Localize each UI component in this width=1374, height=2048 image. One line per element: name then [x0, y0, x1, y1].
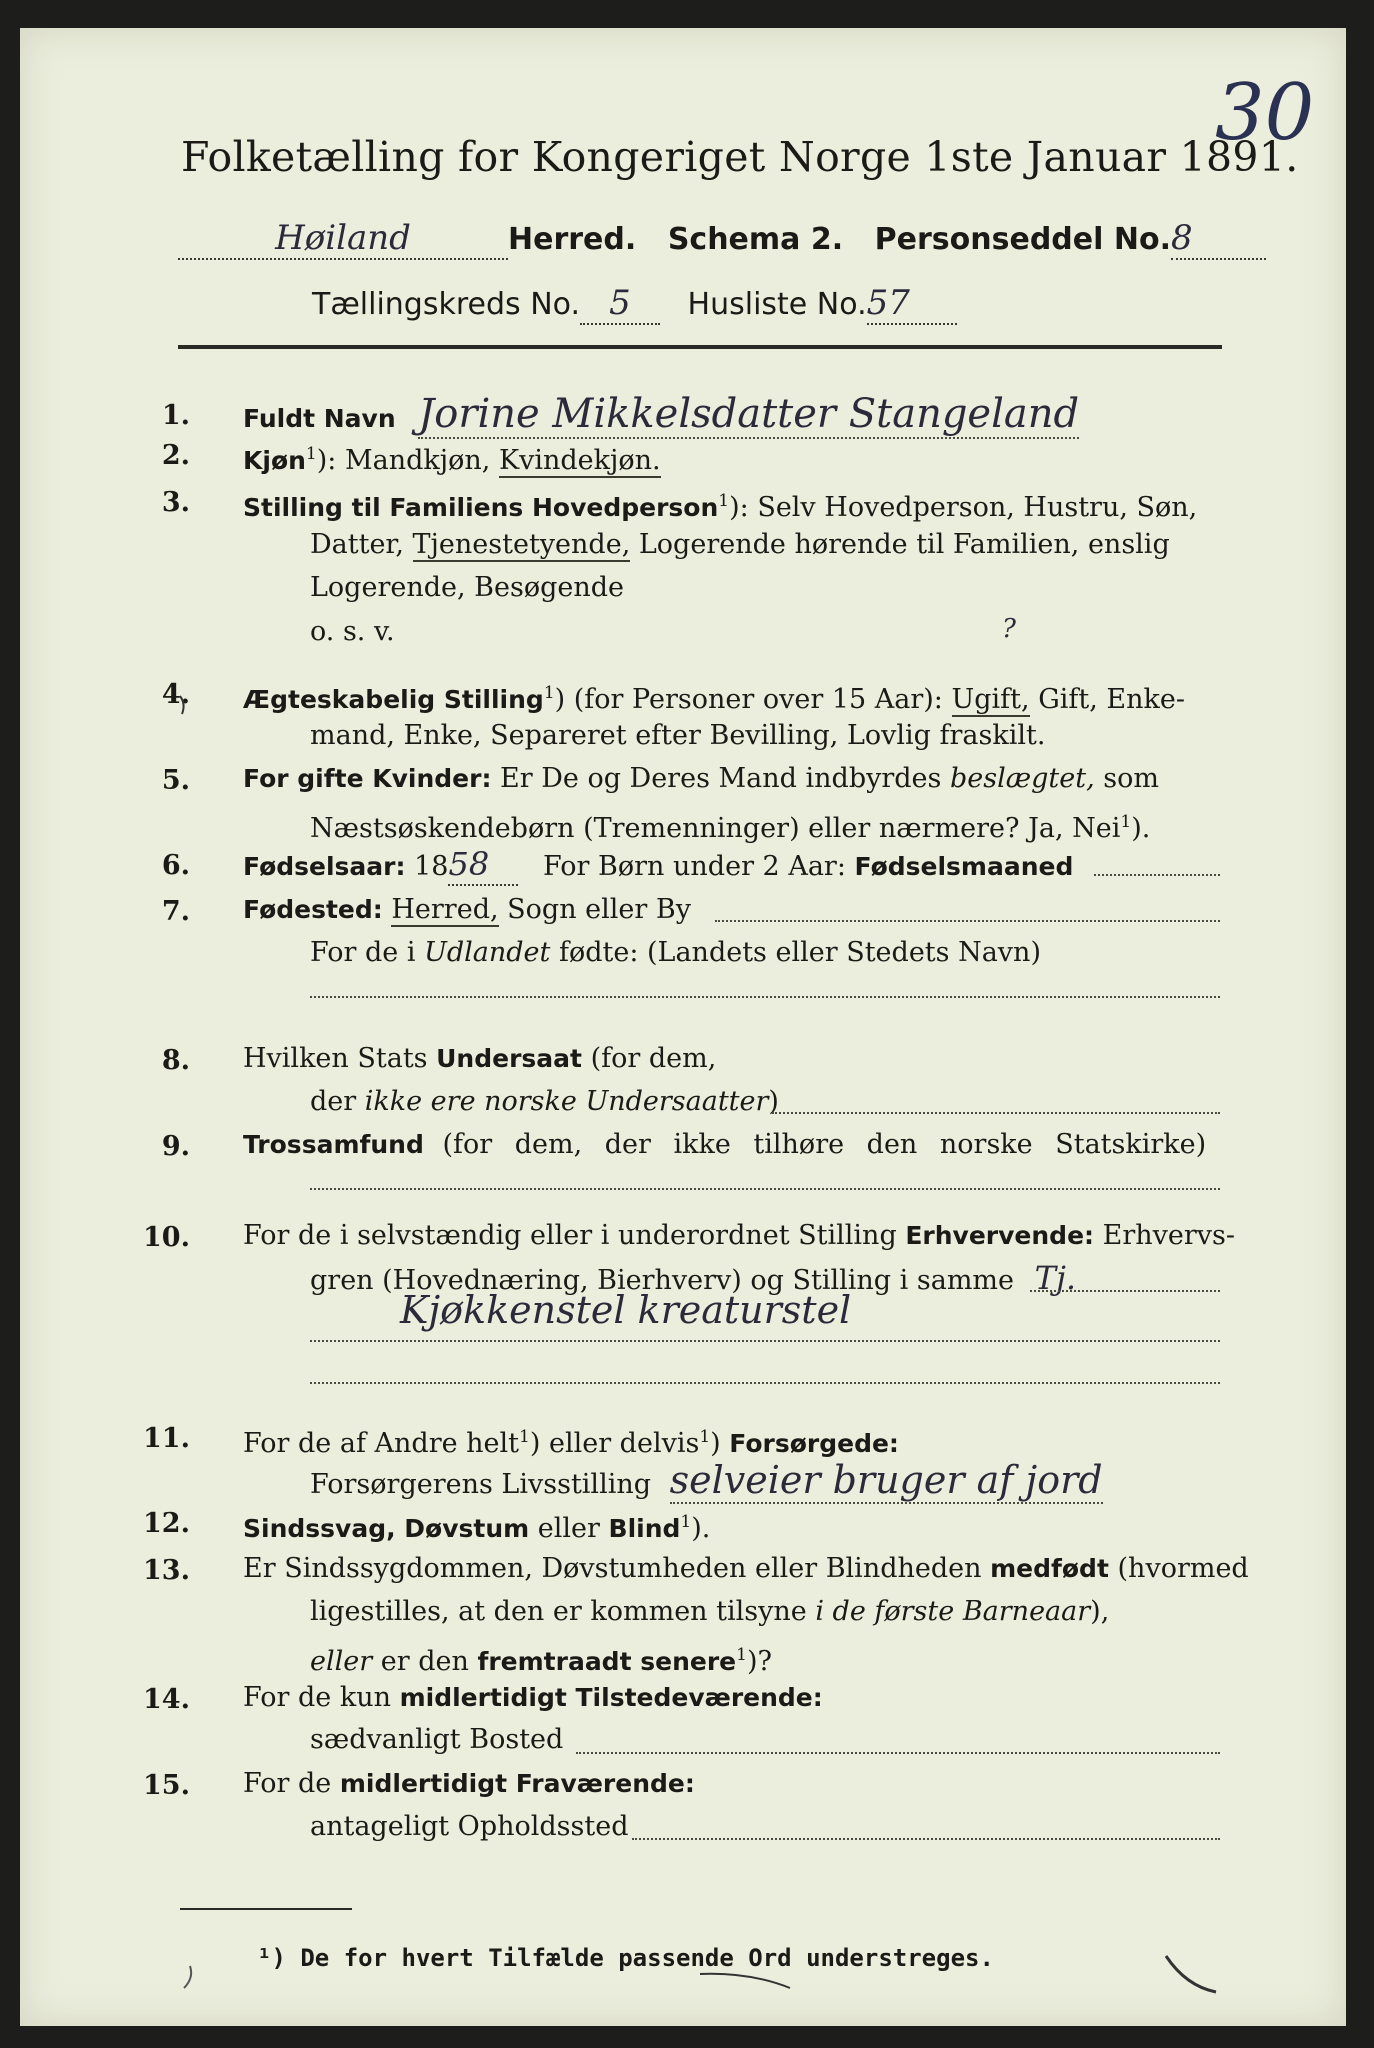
item-12-row: Sindssvag, Døvstum eller Blind$^1$).: [243, 1512, 711, 1544]
question-text: For Børn under 2 Aar:: [543, 851, 846, 882]
question-text: Er De og Deres Mand indbyrdes: [500, 763, 942, 794]
item-number: 7.: [161, 896, 190, 927]
item-14-line-2: sædvanligt Bosted: [310, 1724, 564, 1755]
religion-label: Trossamfund: [243, 1130, 424, 1159]
option-text: Gift, Enke-: [1038, 684, 1185, 715]
question-text: i de første Barneaar: [815, 1596, 1091, 1627]
married-women-label: For gifte Kvinder:: [243, 764, 492, 793]
question-text: eller: [310, 1646, 373, 1677]
question-text: (hvormed: [1117, 1553, 1249, 1584]
item-11-line-1: For de af Andre helt$^1$) eller delvis$^1$) Forsørgede:: [243, 1427, 899, 1459]
birth-year-label: Fødselsaar:: [243, 852, 406, 881]
pen-marks: [20, 28, 1346, 2026]
item-8-line-2: der ikke ere norske Undersaatter): [310, 1086, 779, 1117]
supported-label: Forsørgede:: [729, 1429, 899, 1458]
birth-year-answer: 58: [448, 844, 518, 886]
option-text: ) (for Personer over 15 Aar):: [554, 684, 943, 715]
question-text: For de: [243, 1768, 332, 1799]
question-text: Udlandet: [424, 937, 551, 968]
birthplace-label: Fødested:: [243, 895, 383, 924]
item-number: 1.: [161, 400, 190, 431]
question-text: ligestilles, at den er kommen tilsyne: [310, 1596, 807, 1627]
husliste-label: Husliste No.: [687, 287, 867, 322]
blind-label: Blind: [608, 1514, 681, 1543]
disability-label: Sindssvag, Døvstum: [243, 1514, 530, 1543]
question-text: For de i: [310, 937, 416, 968]
full-name-answer: Jorine Mikkelsdatter Stangeland: [418, 391, 1080, 437]
item-4-line-2: mand, Enke, Separeret efter Bevilling, Lovlig fraskilt.: [310, 720, 1046, 751]
pen-mark: [180, 696, 184, 714]
item-number: 9.: [161, 1131, 190, 1162]
question-text: Er Sindssygdommen, Døvstumheden eller Blindheden: [243, 1553, 982, 1584]
personseddel-label: Personseddel No.: [874, 222, 1171, 257]
herred-name: Høiland: [178, 218, 508, 260]
item-3-line-3: Logerende, Besøgende: [310, 572, 624, 603]
husliste-number: 57: [867, 283, 957, 325]
schema-label: Schema 2.: [667, 222, 844, 257]
option-text: Logerende hørende til Familien, enslig: [638, 529, 1170, 560]
question-text: der: [310, 1086, 357, 1117]
birth-month-label: Fødselsmaaned: [854, 852, 1074, 881]
question-text: gren (Hovednæring, Bierhverv) og Stilling i samme: [310, 1265, 1015, 1296]
question-text: Forsørgerens Livsstilling: [310, 1469, 652, 1500]
question-text: Erhvervs-: [1102, 1220, 1236, 1251]
item-number: 6.: [161, 850, 190, 881]
birthplace-answer-underlined: Herred,: [391, 894, 499, 925]
item-4-line-1: Ægteskabelig Stilling$^1$) (for Personer over 15 Aar): Ugift, Gift, Enke-: [243, 683, 1185, 715]
option-text: Datter,: [310, 529, 404, 560]
occupation-label: Erhvervende:: [905, 1221, 1095, 1250]
congenital-label: medfødt: [990, 1554, 1109, 1583]
item-5-line-2: Næstsøskendebørn (Tremenninger) eller nærmere? Ja, Nei$^1$).: [310, 812, 1151, 844]
census-form-page: [20, 28, 1346, 2026]
item-15-line-2: antageligt Opholdssted: [310, 1811, 629, 1842]
occupation-answer-1: Tj.: [1034, 1259, 1077, 1297]
item-number: 13.: [143, 1555, 190, 1586]
question-text: For de kun: [243, 1682, 391, 1713]
item-number: 14.: [143, 1684, 190, 1715]
personseddel-number: 8: [1171, 218, 1266, 260]
item-number: 3.: [161, 487, 190, 518]
acquired-later-label: fremtraadt senere: [477, 1647, 737, 1676]
question-text: eller: [537, 1513, 600, 1544]
question-text: ) eller delvis: [529, 1428, 700, 1459]
question-text: For de i selvstændig eller i underordnet Stilling: [243, 1220, 897, 1251]
sex-label: Kjøn: [243, 446, 306, 475]
footnote: ¹) De for hvert Tilfælde passende Ord understreges.: [257, 1944, 994, 1972]
item-number: 15.: [143, 1770, 190, 1801]
item-number: 4.: [161, 679, 190, 710]
item-number: 10.: [143, 1222, 190, 1253]
option-text: Sogn eller By: [507, 894, 691, 925]
sex-options: ): Mandkjøn,: [316, 445, 491, 476]
question-text: ikke ere norske Undersaatter: [364, 1086, 769, 1117]
question-text: fødte: (Landets eller Stedets Navn): [558, 937, 1041, 968]
occupation-answer-2: Kjøkkenstel kreaturstel: [400, 1288, 852, 1332]
item-3-line-1: Stilling til Familiens Hovedperson$^1$): Selv Hovedperson, Hustru, Søn,: [243, 491, 1198, 523]
pen-mark: [184, 1966, 191, 1988]
temporary-present-label: midlertidigt Tilstedeværende:: [399, 1683, 823, 1712]
marital-status-answer-underlined: Ugift,: [951, 684, 1030, 715]
item-number: 11.: [143, 1423, 190, 1454]
family-position-options: ): Selv Hovedperson, Hustru, Søn,: [729, 492, 1198, 523]
corner-page-number: 30: [1215, 68, 1315, 158]
question-text: Hvilken Stats: [243, 1043, 428, 1074]
question-text: beslægtet,: [949, 763, 1095, 794]
sex-answer-underlined: Kvindekjøn.: [498, 445, 661, 476]
pen-mark: [700, 1974, 790, 1988]
temporary-absent-label: midlertidigt Fraværende:: [339, 1769, 695, 1798]
question-text: Næstsøskendebørn (Tremenninger) eller nærmere? Ja, Nei: [310, 813, 1121, 844]
question-text: er den: [380, 1646, 469, 1677]
form-title: Folketælling for Kongeriget Norge 1ste Januar 1891.: [181, 133, 1299, 181]
question-text: (for dem, der ikke tilhøre den norske Statskirke): [442, 1129, 1207, 1160]
citizenship-label: Undersaat: [436, 1044, 582, 1073]
item-number: 12.: [143, 1508, 190, 1539]
family-position-answer-underlined: Tjenestetyende,: [412, 529, 631, 560]
birth-year-prefix: 18: [414, 851, 449, 882]
margin-question-mark: ?: [1002, 614, 1016, 644]
herred-label: Herred.: [508, 222, 637, 257]
item-number: 2.: [161, 440, 190, 471]
item-13-line-3: eller er den fremtraadt senere$^1$)?: [310, 1645, 772, 1677]
question-text: som: [1103, 763, 1159, 794]
supporter-occupation-answer: selveier bruger af jord: [669, 1458, 1103, 1502]
item-number: 5.: [161, 765, 190, 796]
full-name-label: Fuldt Navn: [243, 404, 396, 433]
item-2-row: Kjøn$^1$): Mandkjøn, Kvindekjøn.: [243, 444, 661, 476]
marital-status-label: Ægteskabelig Stilling: [243, 685, 544, 714]
item-3-line-4: o. s. v.: [310, 616, 395, 647]
kreds-number: 5: [580, 283, 660, 325]
item-13-line-2: ligestilles, at den er kommen tilsyne i de første Barneaar),: [310, 1596, 1110, 1627]
question-text: (for dem,: [590, 1043, 717, 1074]
pen-mark: [1166, 1956, 1216, 1992]
item-number: 8.: [161, 1045, 190, 1076]
question-text: For de af Andre helt: [243, 1428, 520, 1459]
kreds-label: Tællingskreds No.: [312, 287, 580, 322]
family-position-label: Stilling til Familiens Hovedperson: [243, 493, 719, 522]
